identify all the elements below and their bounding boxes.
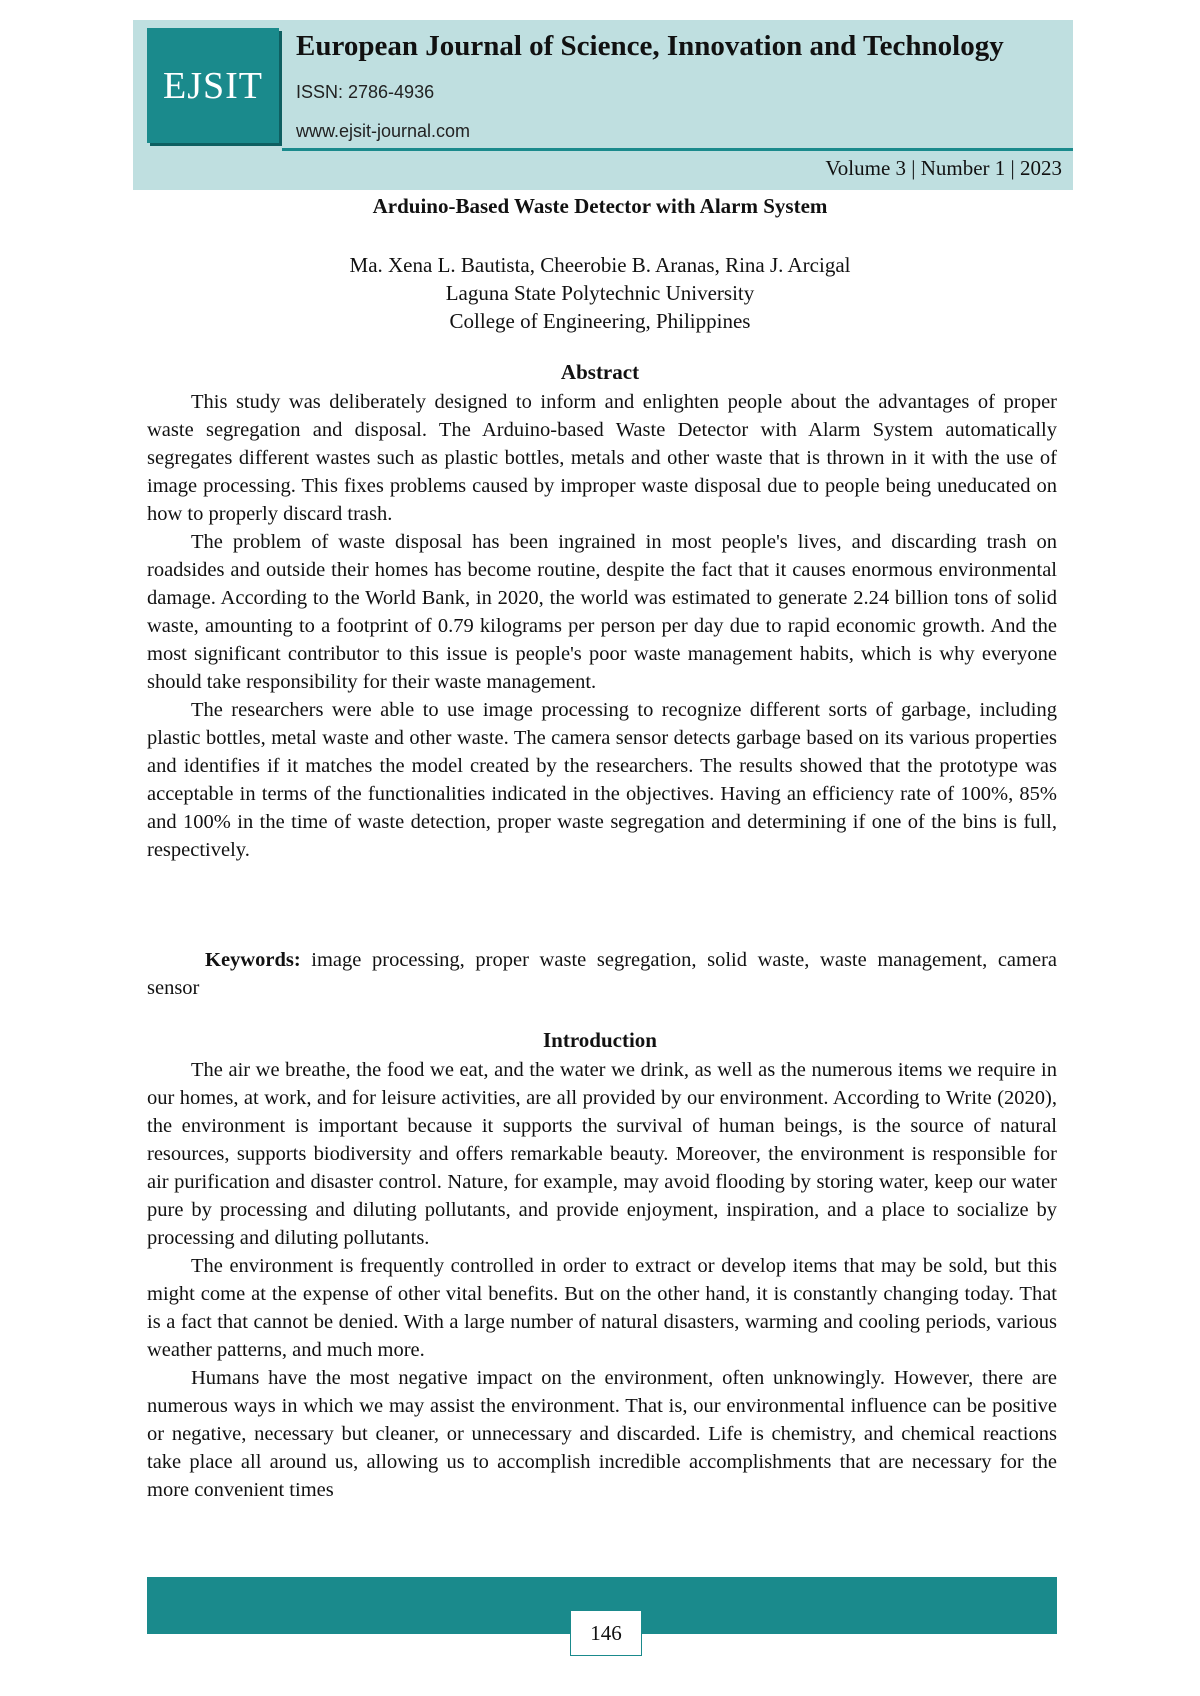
- keywords-block: [147, 946, 1057, 1002]
- introduction-heading: Introduction: [543, 1028, 657, 1052]
- affiliation-college: College of Engineering, Philippines: [449, 309, 751, 333]
- abstract-paragraph: This study was deliberately designed to inform and enlighten people about the advantages of proper waste segregation and disposal. The Arduino-based Waste Detector with Alarm System automatically segregates different wastes such as plastic bottles, metals and other waste that is thrown in it with the use of image processing. This fixes problems caused by improper waste disposal due to people being uneducated on how to properly discard trash.: [147, 391, 1057, 525]
- introduction-paragraph: The environment is frequently controlled in order to extract or develop items that may be sold, but this might come at the expense of other vital benefits. But on the other hand, it is constantly changing today. That is a fact that cannot be denied. With a large number of natural disasters, warming and cooling periods, various weather patterns, and much more.: [147, 1255, 1057, 1361]
- introduction-paragraph: Humans have the most negative impact on the environment, often unknowingly. However, there are numerous ways in which we may assist the environment. That is, our environmental influence can be positive or negative, necessary but cleaner, or unnecessary and discarded. Life is chemistry, and chemical reactions take place all around us, allowing us to accomplish incredible accomplishments that are necessary for the more convenient times: [147, 1367, 1057, 1501]
- header-divider: [282, 148, 1073, 151]
- introduction-paragraph: The air we breathe, the food we eat, and the water we drink, as well as the numerous items we require in our homes, at work, and for leisure activities, are all provided by our environment. According to Write (2020), the environment is important because it supports the survival of human beings, is the source of natural resources, supports biodiversity and offers remarkable beauty. Moreover, the environment is responsible for air purification and disaster control. Nature, for example, may avoid flooding by storing water, keep our water pure by processing and diluting pollutants, and provide enjoyment, inspiration, and a place to socialize by processing and diluting pollutants.: [147, 1059, 1057, 1249]
- abstract-heading: Abstract: [560, 360, 640, 384]
- abstract-paragraph: The problem of waste disposal has been ingrained in most people's lives, and discarding trash on roadsides and outside their homes has become routine, despite the fact that it causes enormous environmental damage. According to the World Bank, in 2020, the world was estimated to generate 2.24 billion tons of solid waste, amounting to a footprint of 0.79 kilograms per person per day due to rapid economic growth. And the most significant contributor to this issue is people's poor waste management habits, which is why everyone should take responsibility for their waste management.: [147, 531, 1057, 693]
- volume-info: Volume 3 | Number 1 | 2023: [825, 156, 1062, 180]
- journal-issn: ISSN: 2786-4936: [296, 82, 435, 102]
- journal-logo-text: EJSIT: [163, 64, 263, 107]
- keywords-label: Keywords:: [205, 949, 301, 971]
- author-block: [0, 251, 1200, 335]
- author-names: Ma. Xena L. Bautista, Cheerobie B. Aranas, Rina J. Arcigal: [349, 253, 851, 277]
- keywords-text: image processing, proper waste segregation, solid waste, waste management, camera sensor: [147, 949, 1057, 999]
- introduction-body: [147, 1056, 1057, 1504]
- journal-title: European Journal of Science, Innovation and Technology: [296, 30, 1004, 62]
- paper-title: Arduino-Based Waste Detector with Alarm System: [372, 194, 828, 218]
- abstract-body: [147, 388, 1057, 864]
- affiliation-university: Laguna State Polytechnic University: [445, 281, 755, 305]
- abstract-paragraph: The researchers were able to use image processing to recognize different sorts of garbage, including plastic bottles, metal waste and other waste. The camera sensor detects garbage based on its various properties and identifies if it matches the model created by the researchers. The results showed that the prototype was acceptable in terms of the functionalities indicated in the objectives. Having an efficiency rate of 100%, 85% and 100% in the time of waste detection, proper waste segregation and determining if one of the bins is full, respectively.: [147, 699, 1057, 861]
- journal-logo: [147, 28, 279, 143]
- journal-website: www.ejsit-journal.com: [296, 121, 471, 141]
- page-number: [570, 1610, 642, 1656]
- page-number-text: 146: [590, 1620, 622, 1645]
